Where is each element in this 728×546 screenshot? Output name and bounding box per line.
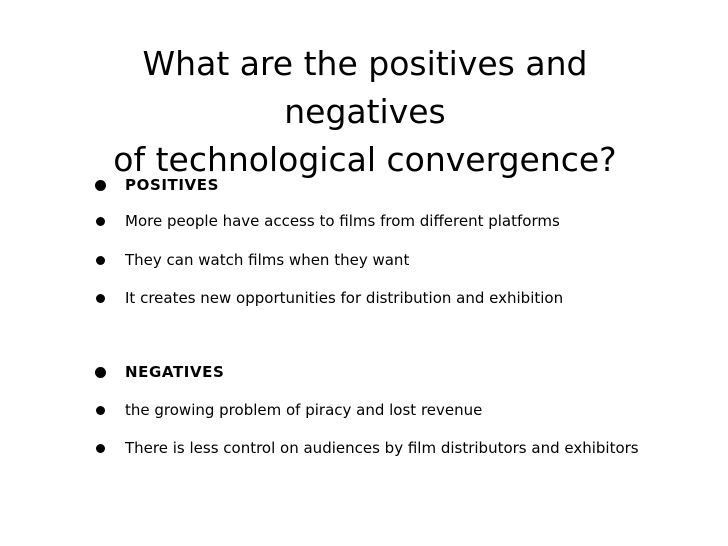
bullet-dot-icon xyxy=(95,180,106,191)
slide-title-line-1: What are the positives and negatives xyxy=(142,44,588,131)
bullet-text: NEGATIVES xyxy=(125,363,225,381)
slide-title-line-2: of technological convergence? xyxy=(113,140,617,179)
bullet-text: POSITIVES xyxy=(125,176,220,194)
bullet-dot-icon xyxy=(96,294,105,303)
bullet-dot-icon xyxy=(96,444,105,453)
bullet-dot-icon xyxy=(96,406,105,415)
bullet-text: There is less control on audiences by film distributors and exhibitors xyxy=(125,439,639,457)
bullet-dot-icon xyxy=(96,256,105,265)
bullet-text: the growing problem of piracy and lost revenue xyxy=(125,401,483,419)
bullet-dot-icon xyxy=(95,367,106,378)
bullet-dot-icon xyxy=(96,217,105,226)
bullet-text: They can watch films when they want xyxy=(125,251,410,269)
bullet-text: More people have access to films from different platforms xyxy=(125,212,560,230)
bullet-text: It creates new opportunities for distribution and exhibition xyxy=(125,289,564,307)
